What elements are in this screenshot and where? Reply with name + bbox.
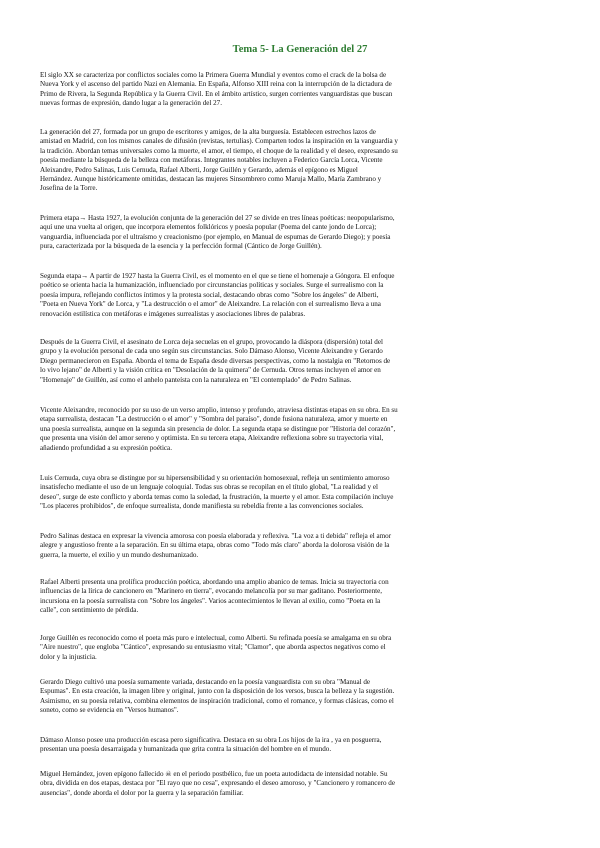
text-line: calle", con sentimiento de pérdida. <box>40 606 139 615</box>
text-line: renovación estilística con metáforas e imágenes surrealistas y asociaciones libres de palabras. <box>40 309 306 318</box>
text-line: insatisfecho mediante el uso de un lenguaje coloquial. Todas sus obras se recopilan en el título global, "La realidad y el <box>40 483 378 492</box>
text-line: Luis Cernuda, cuya obra se distingue por su hipersensibilidad y su orientación homosexual, refleja un sentimiento amoroso <box>40 474 390 482</box>
text-line: Vicente Aleixandre, reconocido por su uso de un verso amplio, intenso y profundo, atraviesa distintas etapas en su obra. En su <box>40 406 398 414</box>
text-line: añadiendo profundidad a su expresión poética. <box>40 443 172 452</box>
text-line: Josefina de la Torre. <box>40 184 98 193</box>
text-line: nuevas formas de expresión, dando lugar a la generación del 27. <box>40 99 223 108</box>
text-line: "Los placeres prohibidos", de enfoque surrealista, donde manifiesta su rebeldía frente a las convenciones sociales. <box>40 502 364 511</box>
text-line: dolor y la injusticia. <box>40 652 97 661</box>
text-line: Nueva York y el ascenso del partido Nazi en Alemania. En España, Alfonso XIII reina con la interrupción de la dictadura de <box>40 80 392 89</box>
text-line: presentan una poesía desarraigada y humanizada que grita contra la situación del hombre en el mundo. <box>40 745 332 754</box>
text-line: deseo", surge de este conflicto y aborda temas como la soledad, la frustración, la muerte y el amor. Esta compilación incluye <box>40 492 394 501</box>
paragraph-guillen <box>40 634 570 662</box>
text-line: una poesía surrealista, aunque en la segunda sin presencia de dolor. La segunda etapa se distingue por "Historia del corazón", <box>40 424 396 433</box>
text-line: Aleixandre, Pedro Salinas, Luis Cernuda, Rafael Alberti, Jorge Guillén y Gerardo, además el epígono es Miguel <box>40 165 358 174</box>
text-line: Diego permanecieron en España. Aborda el tema de España desde diversas perspectivas, como la nostalgia en "Retornos de <box>40 356 391 365</box>
text-line: incursiona en la poesía surrealista con "Sobre los ángeles". Varios acontecimientos le llevan al exilio, como "Poeta en la <box>40 596 381 605</box>
paragraph-alberti <box>40 578 570 616</box>
text-line: pura, caracterizada por la búsqueda de la esencia y la perfección formal (Cántico de Jorge Guillén). <box>40 242 322 251</box>
text-line: "Homenaje" de Guillén, así como el anhelo panteísta con la naturaleza en "El contemplado" de Pedro Salinas. <box>40 375 352 384</box>
text-line: guerra, la muerte, el exilio y un mundo deshumanizado. <box>40 550 199 559</box>
paragraph-hernandez <box>40 770 570 798</box>
text-line: ausencias", donde aborda el dolor por la guerra y la separación familiar. <box>40 788 244 797</box>
text-line: que presenta una visión del amor sereno y optimista. En su tercera etapa, Aleixandre reflexiona sobre su trayectoria vital, <box>40 434 384 443</box>
text-line: Primera etapa→ Hasta 1927, la evolución conjunta de la generación del 27 se divide en tres líneas poéticas: neopopularismo, <box>40 214 395 222</box>
text-line: "Aire nuestro", que engloba "Cántico", expresando su entusiasmo vital; "Clamor", que aborda aspectos negativos como el <box>40 643 386 652</box>
text-line: Asimismo, en su poesía relativa, combina elementos de inspiración tradicional, como el romance, y formas clásicas, como el <box>40 696 394 705</box>
text-line: Rafael Alberti presenta una prolífica producción poética, abordando una amplio abanico de temas. Inicia su trayectoria con <box>40 578 389 586</box>
text-line: poesía impura, reflejando conflictos íntimos y la protesta social, destacando obras como "Sobre los ángeles" de Alberti, <box>40 290 379 299</box>
paragraph-diego <box>40 678 570 716</box>
text-line: poético se orienta hacia la humanización, influenciado por circunstancias políticas y sociales. Surge el surrealismo con la <box>40 281 384 290</box>
text-line: lo vivo lejano" de Alberti y la visión crítica en "Desolación de la quimera" de Cernuda. Otros temas incluyen el amor en <box>40 366 381 375</box>
text-line: El siglo XX se caracteriza por conflictos sociales como la Primera Guerra Mundial y eventos como el crack de la bolsa de <box>40 71 387 79</box>
text-line: Después de la Guerra Civil, el asesinato de Lorca deja secuelas en el grupo, provocando la diáspora (dispersión) total del <box>40 338 383 346</box>
paragraph-primera-etapa <box>40 214 570 252</box>
text-line: Dámaso Alonso posee una producción escasa pero significativa. Destaca en su obra Los hijos de la ira , ya en posguerra, <box>40 736 382 744</box>
paragraph-despues-guerra <box>40 338 570 385</box>
paragraph-salinas <box>40 532 570 560</box>
text-line: vanguardia, influenciada por el ultraísmo y creacionismo (por ejemplo, en Manual de espumas de Gerardo Diego); y poesía <box>40 232 391 241</box>
page-title: Tema 5- La Generación del 27 <box>232 44 368 55</box>
paragraph-damaso <box>40 736 570 755</box>
text-line: Jorge Guillén es reconocido como el poeta más puro e intelectual, como Alberti. Su refinada poesía se amalgama en su obra <box>40 634 392 642</box>
text-line: Gerardo Diego cultivó una poesía sumamente variada, destacando en la poesía vanguardista con su obra "Manual de <box>40 678 371 686</box>
paragraph-intro <box>40 71 570 109</box>
text-line: "Poeta en Nueva York" de Lorca, y "La destrucción o el amor" de Aleixandre. La relación con el surrealismo lleva a una <box>40 300 381 309</box>
text-line: aquí une una vuelta al origen, que incorpora elementos folklóricos y poesía popular (Poema del cante jondo de Lorca); <box>40 223 377 232</box>
text-line: etapa surrealista, destacan "La destrucción o el amor" y "Sombra del paraíso", donde fusiona naturaleza, amor y muerte en <box>40 415 388 424</box>
text-line: La generación del 27, formada por un grupo de escritores y amigos, de la alta burguesía. Establecen estrechos lazos de <box>40 128 376 136</box>
text-line: influencias de la lírica de cancionero en "Marinero en tierra", evocando melancolía por su mar gaditano. Posteriormente, <box>40 587 383 596</box>
text-line: Miguel Hernández, joven epígono fallecido ☠ en el periodo postbélico, fue un poeta autodidacta de intensidad notable. Su <box>40 770 388 778</box>
text-line: soneto, como se evidencia en "Versos humanos". <box>40 706 179 715</box>
text-line: Pedro Salinas destaca en expresar la vivencia amorosa con poesía elaborada y reflexiva. "La voz a ti debida" refleja el amor <box>40 532 392 540</box>
text-line: obra, dividida en dos etapas, destaca por "El rayo que no cesa", expresando el deseo amoroso, y "Cancionero y romancero de <box>40 779 395 788</box>
text-line: alegre y angustioso frente a la separación. En su última etapa, obras como "Todo más claro" aborda la dolorosa visión de la <box>40 541 390 550</box>
text-line: Espumas". En esta creación, la imagen libre y original, junto con la disposición de los versos, busca la belleza y la sugestión. <box>40 687 395 696</box>
text-line: amistad en Madrid, con los mismos canales de difusión (revistas, tertulias). Comparten todos la inspiración en la vanguardia y <box>40 137 398 146</box>
paragraph-segunda-etapa <box>40 272 570 319</box>
text-line: la tradición. Abordan temas universales como la muerte, el amor, el tiempo, el choque de la realidad y el deseo, expresando su <box>40 146 398 155</box>
text-line: grupo y la evolución personal de cada uno según sus circunstancias. Solo Dámaso Alonso, Vicente Aleixandre y Gerardo <box>40 347 383 356</box>
text-line: poesía mediante la búsqueda de la belleza con metáforas. Integrantes notables incluyen a Federico García Lorca, Vicente <box>40 156 383 165</box>
text-line: Hernández. Aunque históricamente omitidas, destacan las mujeres Sinsombrero como Maruja Mallo, María Zambrano y <box>40 175 382 184</box>
paragraph-aleixandre <box>40 406 570 453</box>
paragraph-cernuda <box>40 474 570 512</box>
paragraph-generacion <box>40 128 570 194</box>
text-line: Primo de Rivera, la Segunda República y la Guerra Civil. En el ámbito artístico, surgen corrientes vanguardistas que buscan <box>40 89 393 98</box>
text-line: Segunda etapa→ A partir de 1927 hasta la Guerra Civil, es el momento en el que se tiene el homenaje a Góngora. El enfoque <box>40 272 395 280</box>
